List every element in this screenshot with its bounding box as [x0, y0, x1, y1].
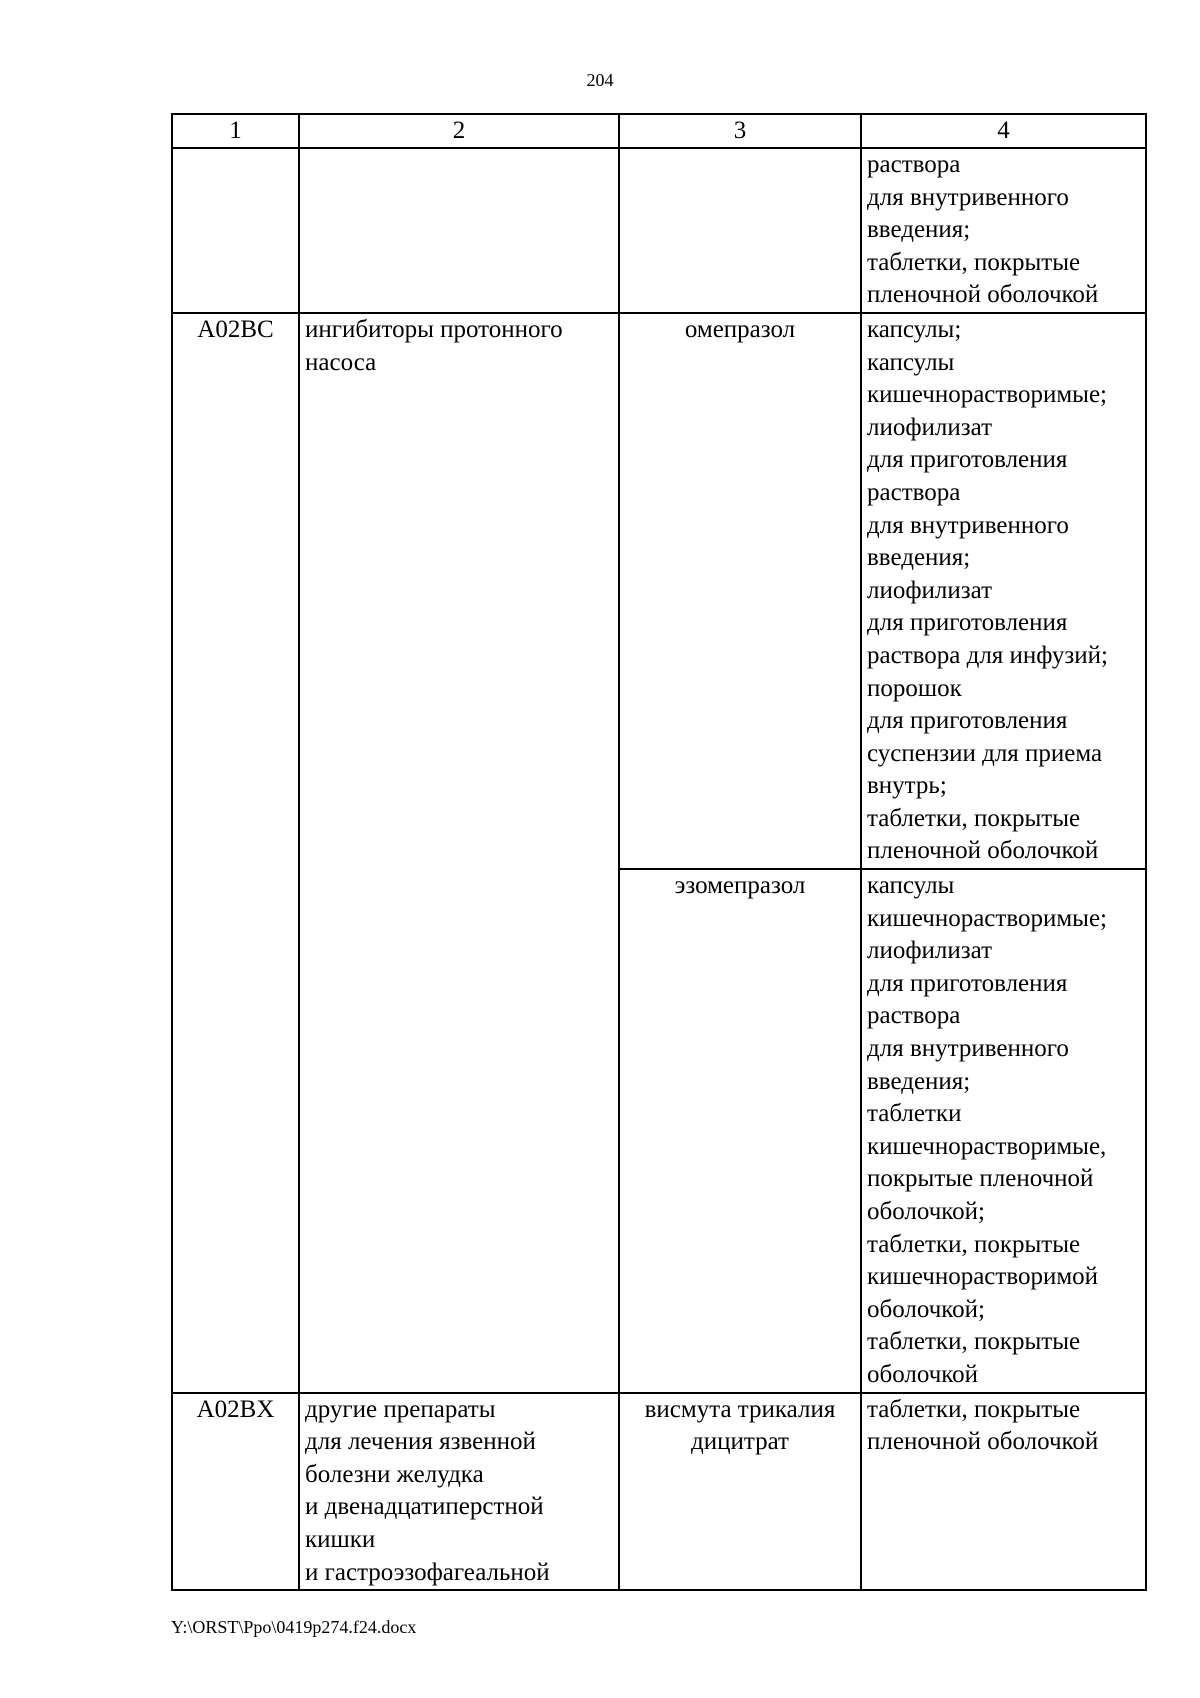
drug-table: [171, 113, 1147, 1591]
header-cell-3: 3: [619, 114, 861, 148]
table-row: [172, 1393, 1146, 1591]
code-cell: A02BC: [172, 313, 299, 1393]
code-cell: A02BX: [172, 1393, 299, 1591]
form-cell: таблетки, покрытые пленочной оболочкой: [861, 1393, 1146, 1591]
page-number: 204: [586, 70, 614, 90]
form-cell: капсулы кишечнорастворимые; лиофилизат для приготовления раствора для внутривенного введения; таблетки кишечнорастворимые, покрытые пленочной оболочкой; таблетки, покрытые кишечнорастворимой оболочкой; таблетки, покрытые оболочкой: [861, 869, 1146, 1393]
header-cell-1: 1: [172, 114, 299, 148]
table-header-row: [172, 114, 1146, 148]
drug-cell: [619, 148, 861, 313]
drug-cell: омепразол: [619, 313, 861, 869]
code-cell: [172, 148, 299, 313]
group-cell: ингибиторы протонного насоса: [299, 313, 619, 1393]
drug-cell: эзомепразол: [619, 869, 861, 1393]
table-row: [172, 148, 1146, 313]
footer-file-path: Y:\ORST\Ppo\0419p274.f24.docx: [171, 1617, 417, 1637]
header-cell-4: 4: [861, 114, 1146, 148]
drug-cell: висмута трикалия дицитрат: [619, 1393, 861, 1591]
group-cell: другие препараты для лечения язвенной болезни желудка и двенадцатиперстной кишки и гастроэзофагеальной: [299, 1393, 619, 1591]
group-cell: [299, 148, 619, 313]
table-row: [172, 313, 1146, 869]
form-cell: раствора для внутривенного введения; таблетки, покрытые пленочной оболочкой: [861, 148, 1146, 313]
header-cell-2: 2: [299, 114, 619, 148]
form-cell: капсулы; капсулы кишечнорастворимые; лиофилизат для приготовления раствора для внутривенного введения; лиофилизат для приготовления раствора для инфузий; порошок для приготовления суспензии для приема внутрь; таблетки, покрытые пленочной оболочкой: [861, 313, 1146, 869]
